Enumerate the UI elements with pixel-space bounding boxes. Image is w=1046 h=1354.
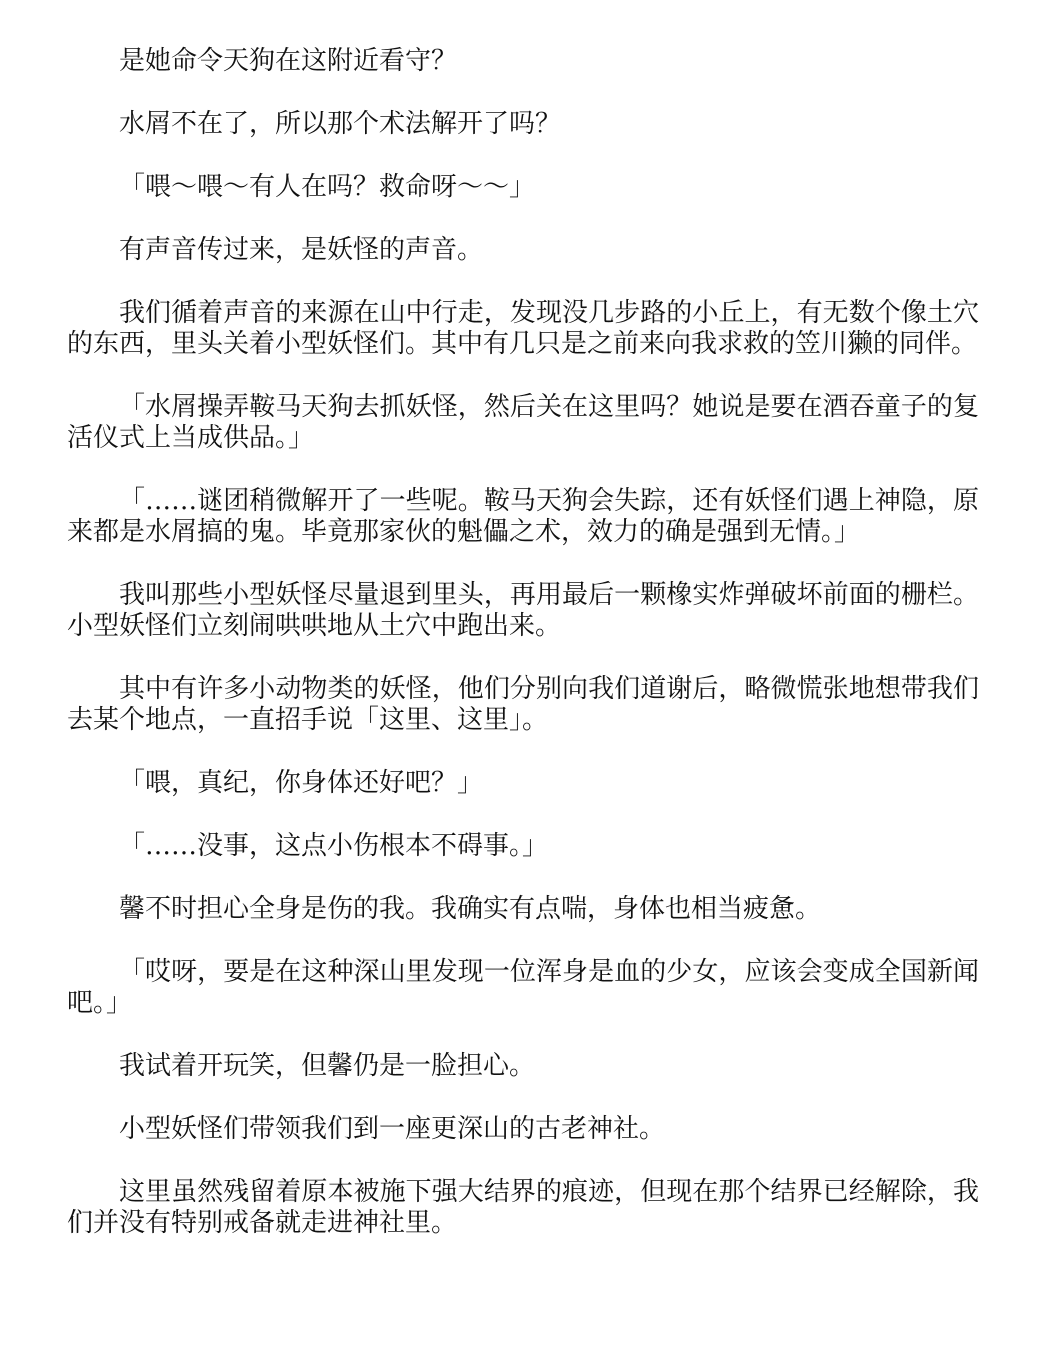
paragraph-14: 我试着开玩笑，但馨仍是一脸担心。	[119, 1051, 536, 1081]
paragraph-15: 小型妖怪们带领我们到一座更深山的古老神社。	[119, 1114, 666, 1144]
paragraph-11: 「……没事，这点小伤根本不碍事。」	[119, 831, 549, 861]
paragraph-8: 我叫那些小型妖怪尽量退到里头，再用最后一颗橡实炸弹破坏前面的栅栏。小型妖怪们立刻闹哄哄地从土穴中跑出来。	[67, 580, 979, 641]
paragraph-5: 我们循着声音的来源在山中行走，发现没几步路的小丘上，有无数个像土穴的东西，里头关着小型妖怪们。其中有几只是之前来向我求救的笠川獭的同伴。	[67, 298, 979, 359]
paragraph-13: 「哎呀，要是在这种深山里发现一位浑身是血的少女，应该会变成全国新闻吧。」	[67, 957, 979, 1018]
paragraph-2: 水屑不在了，所以那个术法解开了吗？	[119, 109, 562, 139]
paragraph-9: 其中有许多小动物类的妖怪，他们分别向我们道谢后，略微慌张地想带我们去某个地点，一直招手说「这里、这里」。	[67, 674, 979, 735]
paragraph-1: 是她命令天狗在这附近看守？	[119, 46, 458, 76]
paragraph-12: 馨不时担心全身是伤的我。我确实有点喘，身体也相当疲惫。	[119, 894, 822, 924]
document-page	[67, 46, 979, 1271]
paragraph-16: 这里虽然残留着原本被施下强大结界的痕迹，但现在那个结界已经解除，我们并没有特别戒备就走进神社里。	[67, 1177, 979, 1238]
paragraph-4: 有声音传过来，是妖怪的声音。	[119, 235, 484, 265]
paragraph-3: 「喂～喂～有人在吗？救命呀～～」	[119, 172, 536, 202]
paragraph-10: 「喂，真纪，你身体还好吧？」	[119, 768, 484, 798]
paragraph-7: 「……谜团稍微解开了一些呢。鞍马天狗会失踪，还有妖怪们遇上神隐，原来都是水屑搞的鬼。毕竟那家伙的魁儡之术，效力的确是强到无情。」	[67, 486, 979, 547]
paragraph-6: 「水屑操弄鞍马天狗去抓妖怪，然后关在这里吗？她说是要在酒吞童子的复活仪式上当成供品。」	[67, 392, 979, 453]
